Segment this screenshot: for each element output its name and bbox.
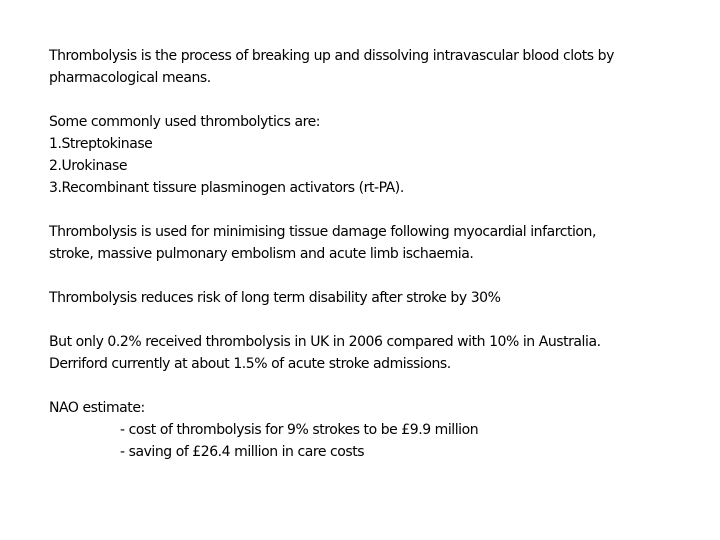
- list-item: 1.Streptokinase: [49, 136, 153, 152]
- slide-body: [49, 45, 689, 463]
- spacer: [49, 265, 689, 287]
- stats-line-2: Derriford currently at about 1.5% of acute stroke admissions.: [49, 356, 451, 372]
- risk-line: Thrombolysis reduces risk of long term disability after stroke by 30%: [49, 290, 501, 306]
- stats-line-1: But only 0.2% received thrombolysis in UK in 2006 compared with 10% in Australia.: [49, 334, 601, 350]
- nao-paragraph: [49, 397, 689, 463]
- list-item: - saving of £26.4 million in care costs: [120, 444, 365, 460]
- thrombolytics-heading: Some commonly used thrombolytics are:: [49, 114, 321, 130]
- list-item: 2.Urokinase: [49, 158, 128, 174]
- intro-paragraph: [49, 45, 689, 89]
- uses-paragraph: [49, 221, 689, 265]
- list-item: - cost of thrombolysis for 9% strokes to be £9.9 million: [120, 422, 479, 438]
- stats-paragraph: [49, 331, 689, 375]
- spacer: [49, 89, 689, 111]
- risk-paragraph: [49, 287, 689, 309]
- thrombolytics-list: [49, 111, 689, 199]
- spacer: [49, 309, 689, 331]
- nao-heading: NAO estimate:: [49, 400, 145, 416]
- uses-line-1: Thrombolysis is used for minimising tissue damage following myocardial infarction,: [49, 224, 596, 240]
- spacer: [49, 199, 689, 221]
- intro-line-2: pharmacological means.: [49, 70, 211, 86]
- list-item: 3.Recombinant tissure plasminogen activators (rt-PA).: [49, 180, 404, 196]
- intro-line-1: Thrombolysis is the process of breaking up and dissolving intravascular blood clots by: [49, 48, 614, 64]
- uses-line-2: stroke, massive pulmonary embolism and acute limb ischaemia.: [49, 246, 474, 262]
- spacer: [49, 375, 689, 397]
